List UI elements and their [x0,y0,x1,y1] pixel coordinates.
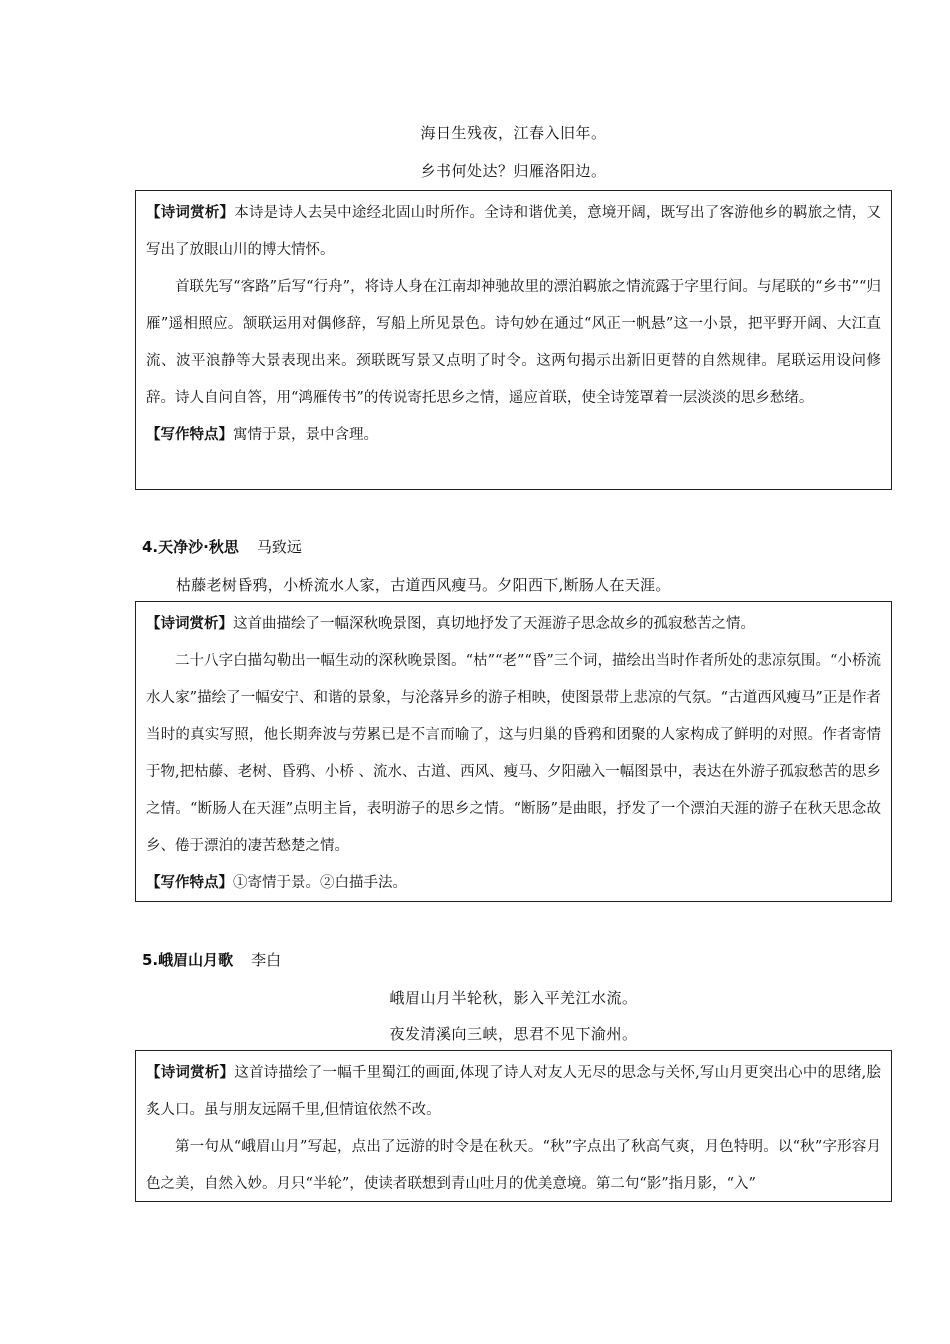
appreciation-label: 【诗词赏析】 [146,1065,235,1081]
poem5-appreciation-text-1: 这首诗描绘了一幅千里蜀江的画面,体现了诗人对友人无尽的思念与关怀,写山月更突出心中的思绪,脍炙人口。虽与朋友远隔千里,但情谊依然不改。 [146,1065,882,1118]
poem4-heading [142,537,302,557]
poem3-feature-text: 寓情于景，景中含理。 [233,427,378,443]
poem4-text: 枯藤老树昏鸦，小桥流水人家，古道西风瘦马。夕阳西下,断肠人在天涯。 [176,576,671,594]
poem4-appreciation-para-2: 二十八字白描勾勒出一幅生动的深秋晚景图。“枯”“老”“昏”三个词，描绘出当时作者所处的悲凉氛围。“小桥流水人家”描绘了一幅安宁、和谐的景象，与沦落异乡的游子相映，使图景带上悲凉的气氛。“古道西风瘦马”正是作者当时的真实写照，他长期奔波与劳累已是不言而喻了，这与归巢的昏鸦和团聚的人家构成了鲜明的对照。作者寄情于物,把枯藤、老树、昏鸦、小桥 、流水、古道、西风、瘦马、夕阳融入一幅图景中，表达在外游子孤寂愁苦的思乡之情。“断肠人在天涯”点明主旨，表明游子的思乡之情。“断肠”是曲眼，抒发了一个漂泊天涯的游子在秋天思念故乡、倦于漂泊的凄苦愁楚之情。 [146,653,881,854]
poem4-feature-para [146,865,881,902]
poem4-title: 4.天净沙·秋思 [142,538,239,556]
poem3-line-1: 海日生残夜，江春入旧年。 [420,124,607,142]
poem5-heading [142,950,281,970]
poem5-title: 5.峨眉山月歌 [142,951,234,969]
poem5-line-1: 峨眉山月半轮秋，影入平羌江水流。 [389,989,638,1007]
poem3-appreciation-para-2: 首联先写“客路”后写“行舟”，将诗人身在江南却神驰故里的漂泊羁旅之情流露于字里行间。与尾联的“乡书”“归雁”遥相照应。颔联运用对偶修辞，写船上所见景色。诗句妙在通过“风正一帆悬”这一小景，把平野开阔、大江直流、波平浪静等大景表现出来。颈联既写景又点明了时令。这两句揭示出新旧更替的自然规律。尾联运用设问修辞。诗人自问自答，用“鸿雁传书”的传说寄托思乡之情，遥应首联，使全诗笼罩着一层淡淡的思乡愁绪。 [146,279,881,406]
poem4-author: 马致远 [256,538,302,556]
poem4-feature-text: ①寄情于景。②白描手法。 [233,875,407,891]
poem4-appreciation-text-1: 这首曲描绘了一幅深秋晚景图，真切地抒发了天涯游子思念故乡的孤寂愁苦之情。 [233,616,755,632]
poem4-appreciation-para-1 [146,606,881,643]
feature-label: 【写作特点】 [146,427,233,443]
poem5-appreciation-para-1 [146,1055,881,1129]
poem5-appreciation-box [135,1050,892,1202]
appreciation-label: 【诗词赏析】 [146,205,235,221]
appreciation-label: 【诗词赏析】 [146,616,233,632]
poem3-appreciation-text-1: 本诗是诗人去吴中途经北固山时所作。全诗和谐优美，意境开阔，既写出了客游他乡的羁旅之情，又写出了放眼山川的博大情怀。 [146,205,882,258]
poem3-feature-para [146,417,881,454]
poem5-author: 李白 [251,951,282,969]
poem3-line-2: 乡书何处达？归雁洛阳边。 [420,162,607,180]
poem5-appreciation-para-2: 第一句从“峨眉山月”写起，点出了远游的时令是在秋天。“秋”字点出了秋高气爽，月色特明。以“秋”字形容月色之美，自然入妙。月只“半轮”，使读者联想到青山吐月的优美意境。第二句“影”指月影，“入” [146,1139,881,1192]
poem3-appreciation-box [135,190,892,490]
feature-label: 【写作特点】 [146,875,233,891]
poem5-line-2: 夜发清溪向三峡，思君不见下渝州。 [389,1025,638,1043]
poem3-appreciation-para-1 [146,195,881,269]
poem4-appreciation-box [135,601,892,902]
